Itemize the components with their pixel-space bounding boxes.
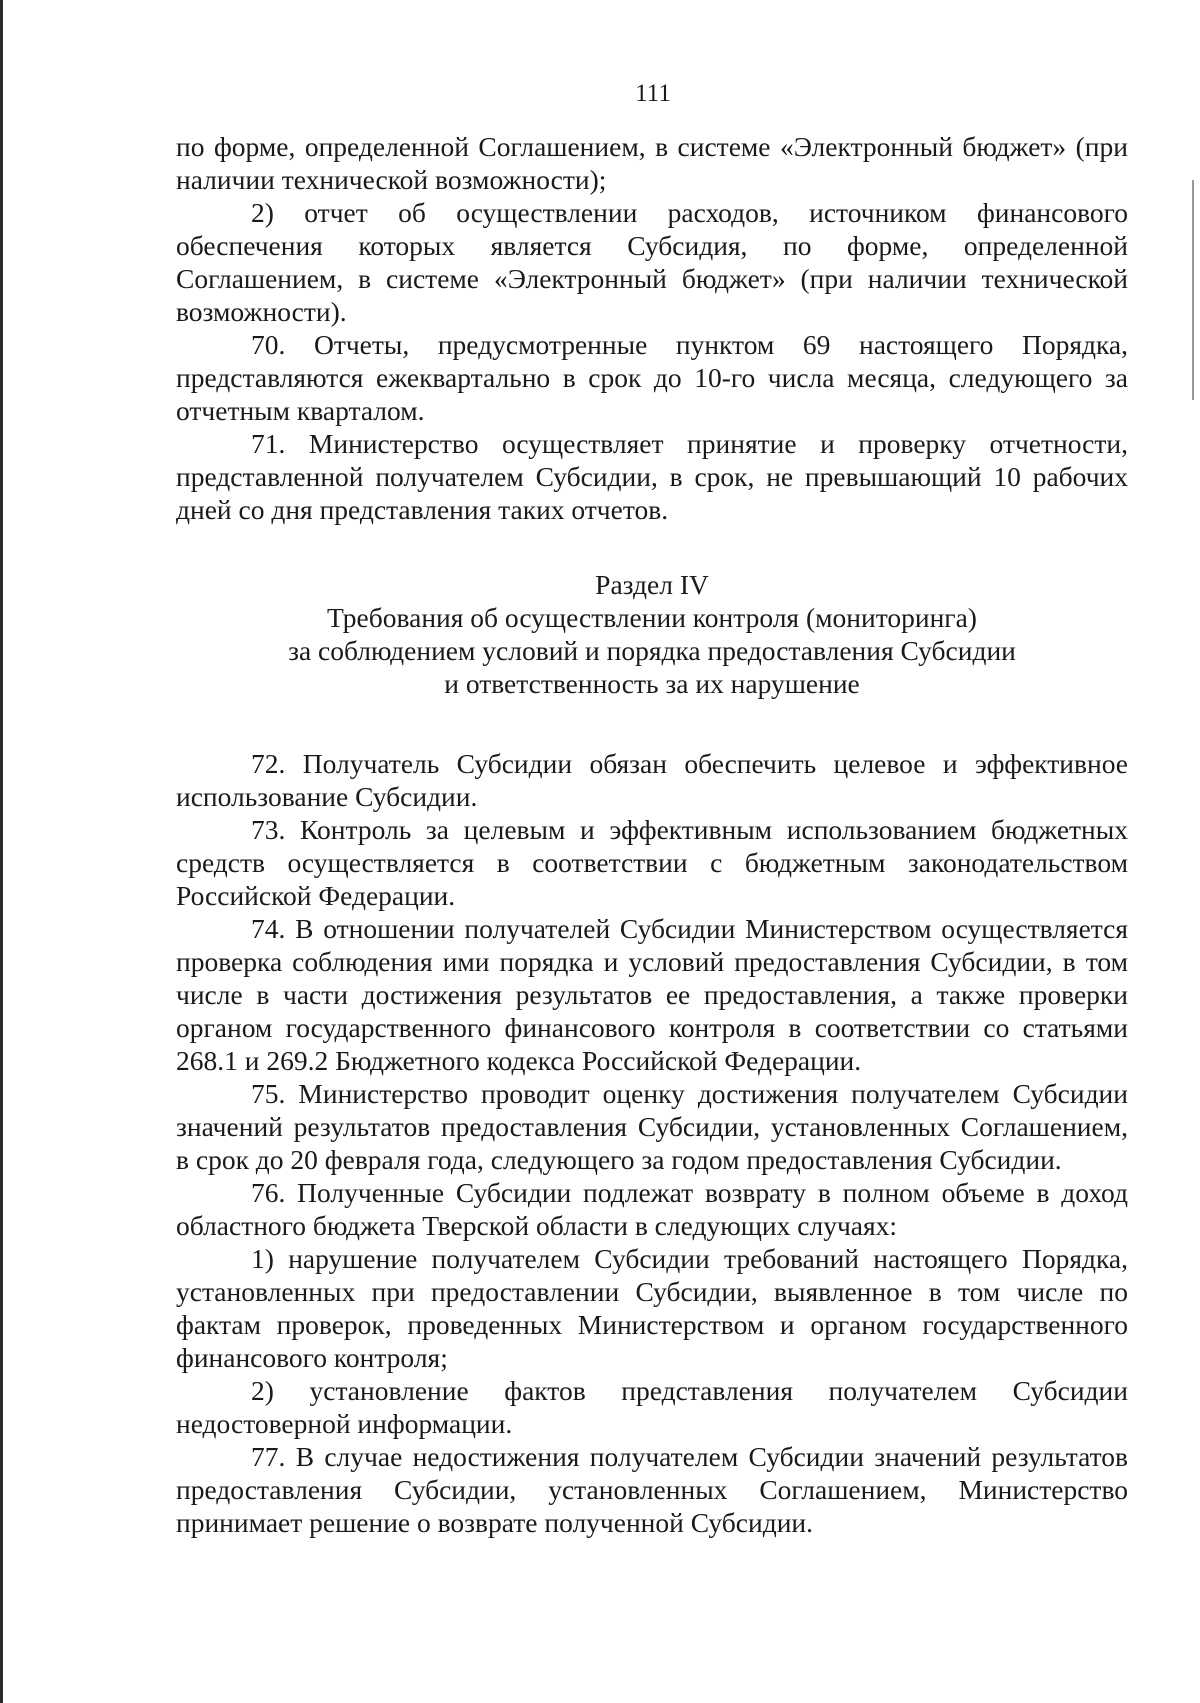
paragraph-72: 72. Получатель Субсидии обязан обеспечить целевое и эффективное использование Субсидии. [176, 748, 1128, 812]
page-number: 111 [635, 80, 671, 107]
section-label: Раздел IV [595, 569, 709, 600]
scan-edge-right [1192, 180, 1194, 400]
paragraph-76: 76. Полученные Субсидии подлежат возврату в полном объеме в доход областного бюджета Тверской области в следующих случаях: [176, 1177, 1128, 1241]
scan-edge-left [0, 0, 3, 1703]
paragraph-75: 75. Министерство проводит оценку достижения получателем Субсидии значений результатов предоставления Субсидии, установленных Соглашением, в срок до 20 февраля года, следующего за годом предоставления Субсидии. [176, 1078, 1128, 1175]
paragraph-item-2: 2) отчет об осуществлении расходов, источником финансового обеспечения которых является Субсидия, по форме, определенной Соглашением, в системе «Электронный бюджет» (при наличии технической возможности). [176, 197, 1128, 327]
paragraph-76-item-2: 2) установление фактов представления получателем Субсидии недостоверной информации. [176, 1375, 1128, 1439]
paragraph-77: 77. В случае недостижения получателем Субсидии значений результатов предоставления Субсидии, установленных Соглашением, Министерство принимает решение о возврате полученной Субсидии. [176, 1441, 1128, 1538]
section-title-line-2: за соблюдением условий и порядка предоставления Субсидии [288, 635, 1016, 666]
document-body [176, 130, 1128, 1539]
paragraph-76-item-1: 1) нарушение получателем Субсидии требований настоящего Порядка, установленных при предоставлении Субсидии, выявленное в том числе по фактам проверок, проведенных Министерством и органом государственного финансового контроля; [176, 1243, 1128, 1373]
section-heading [176, 568, 1128, 700]
paragraph-continuation: по форме, определенной Соглашением, в системе «Электронный бюджет» (при наличии технической возможности); [176, 131, 1128, 195]
paragraph-70: 70. Отчеты, предусмотренные пунктом 69 настоящего Порядка, представляются ежеквартально в срок до 10-го числа месяца, следующего за отчетным кварталом. [176, 329, 1128, 426]
paragraph-73: 73. Контроль за целевым и эффективным использованием бюджетных средств осуществляется в соответствии с бюджетным законодательством Российской Федерации. [176, 814, 1128, 911]
paragraph-74: 74. В отношении получателей Субсидии Министерством осуществляется проверка соблюдения ими порядка и условий предоставления Субсидии, в том числе в части достижения результатов ее предоставления, а также проверки органом государственного финансового контроля в соответствии со статьями 268.1 и 269.2 Бюджетного кодекса Российской Федерации. [176, 913, 1128, 1076]
section-title-line-1: Требования об осуществлении контроля (мониторинга) [327, 602, 977, 633]
paragraph-71: 71. Министерство осуществляет принятие и проверку отчетности, представленной получателем Субсидии, в срок, не превышающий 10 рабочих дней со дня представления таких отчетов. [176, 428, 1128, 525]
section-title-line-3: и ответственность за их нарушение [444, 668, 860, 699]
